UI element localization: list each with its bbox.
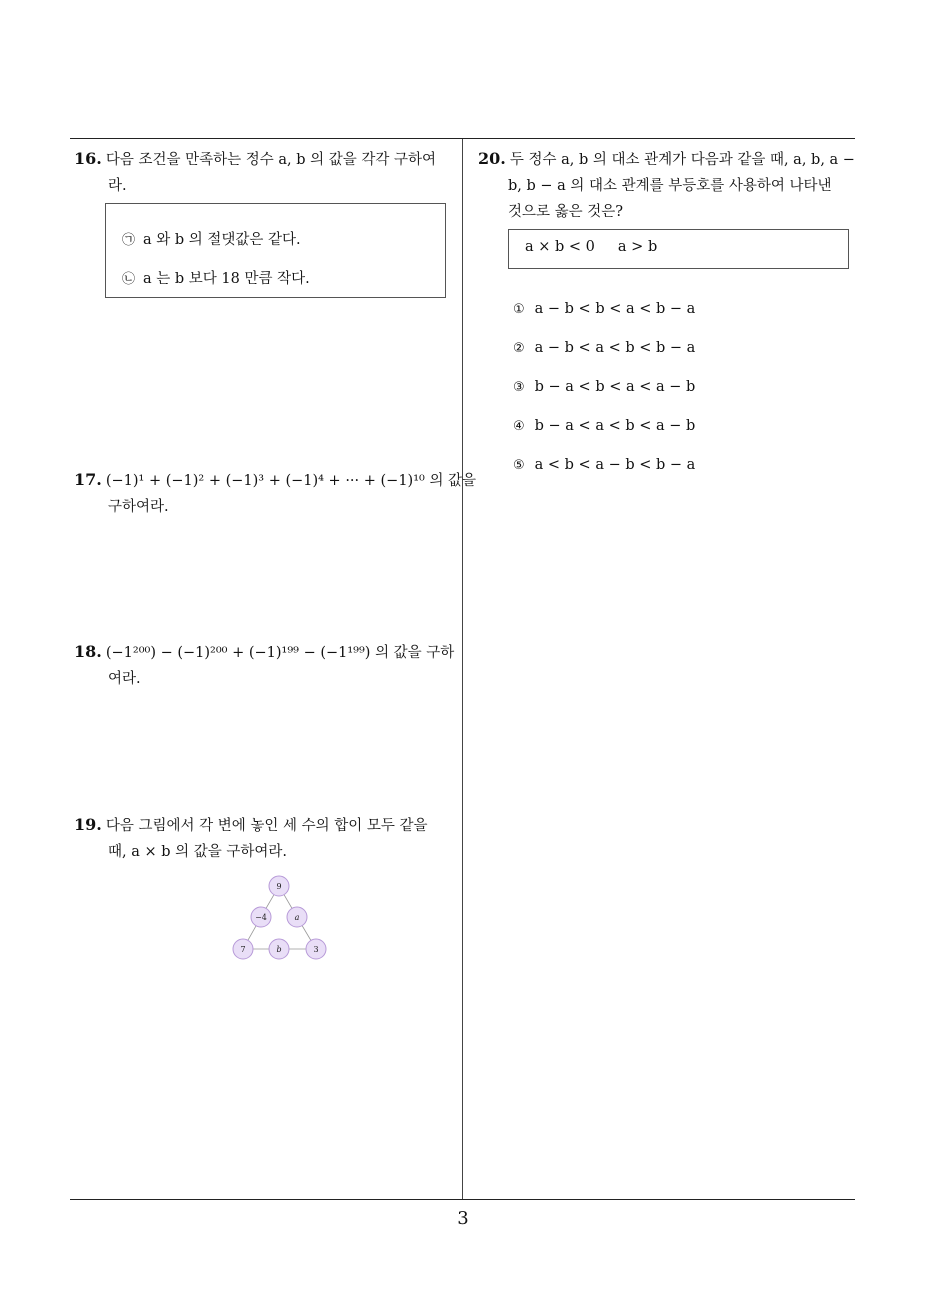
figure-node-label: a <box>294 913 300 922</box>
given-condition: a × b < 0 a > b <box>525 239 658 255</box>
triangle-nodes <box>233 876 326 959</box>
question-text-line1: 두 정수 a, b 의 대소 관계가 다음과 같을 때, a, b, a − <box>509 152 855 168</box>
page-number: 3 <box>457 1208 469 1229</box>
choice-mark: ③ <box>513 380 525 395</box>
choice-text: a < b < a − b < b − a <box>534 457 696 473</box>
question-number: 17. <box>74 470 102 489</box>
question-text-line1: (−1²⁰⁰) − (−1)²⁰⁰ + (−1)¹⁹⁹ − (−1¹⁹⁹) 의 값을 구하 <box>105 645 455 661</box>
bottom-rule <box>70 1199 855 1200</box>
question-text-line1: 다음 그림에서 각 변에 놓인 세 수의 합이 모두 같을 <box>105 818 428 834</box>
question-text-line2: 여라. <box>108 671 141 687</box>
choice-5[interactable] <box>513 457 695 473</box>
question-text-line2: 구하여라. <box>108 499 169 515</box>
question-text-line1: (−1)¹ + (−1)² + (−1)³ + (−1)⁴ + ··· + (−1)¹⁰ 의 값을 <box>105 473 477 489</box>
choice-1[interactable] <box>513 301 695 317</box>
choice-text: a − b < a < b < b − a <box>534 340 696 356</box>
question-text-line2: b, b − a 의 대소 관계를 부등호를 사용하여 나타낸 <box>508 178 832 194</box>
condition-mark: ㉠ <box>122 233 136 248</box>
choice-2[interactable] <box>513 340 695 356</box>
conditions-box <box>105 203 446 298</box>
triangle-figure <box>226 872 336 968</box>
choice-mark: ④ <box>513 419 525 434</box>
question-number: 19. <box>74 815 102 834</box>
choice-4[interactable] <box>513 418 695 434</box>
question-number: 18. <box>74 642 102 661</box>
question-16 <box>74 146 462 199</box>
figure-node-label: 9 <box>276 882 282 891</box>
figure-node-label: 3 <box>313 945 319 954</box>
question-number: 20. <box>478 149 506 168</box>
question-text-line1: 다음 조건을 만족하는 정수 a, b 의 값을 각각 구하여 <box>105 152 436 168</box>
figure-node-label: b <box>276 945 282 954</box>
question-text-line2: 때, a × b 의 값을 구하여라. <box>108 844 288 860</box>
choice-text: a − b < b < a < b − a <box>534 301 696 317</box>
condition-text: a 와 b 의 절댓값은 같다. <box>143 232 301 248</box>
question-number: 16. <box>74 149 102 168</box>
condition-2 <box>122 267 310 288</box>
figure-node-label: −4 <box>255 913 267 922</box>
column-divider <box>462 139 463 1199</box>
choice-3[interactable] <box>513 379 695 395</box>
choice-text: b − a < b < a < a − b <box>534 379 696 395</box>
figure-node-label: 7 <box>240 945 246 954</box>
choice-mark: ⑤ <box>513 458 525 473</box>
question-text-line3: 것으로 옳은 것은? <box>508 204 624 220</box>
question-19 <box>74 812 462 865</box>
choice-mark: ① <box>513 302 525 317</box>
choice-text: b − a < a < b < a − b <box>534 418 696 434</box>
question-17 <box>74 467 477 520</box>
condition-1 <box>122 228 301 249</box>
condition-mark: ㉡ <box>122 272 136 287</box>
question-20 <box>478 146 858 225</box>
condition-text: a 는 b 보다 18 만큼 작다. <box>143 271 310 287</box>
given-box <box>508 229 849 269</box>
choice-mark: ② <box>513 341 525 356</box>
question-text-line2: 라. <box>108 178 127 194</box>
question-18 <box>74 639 462 692</box>
